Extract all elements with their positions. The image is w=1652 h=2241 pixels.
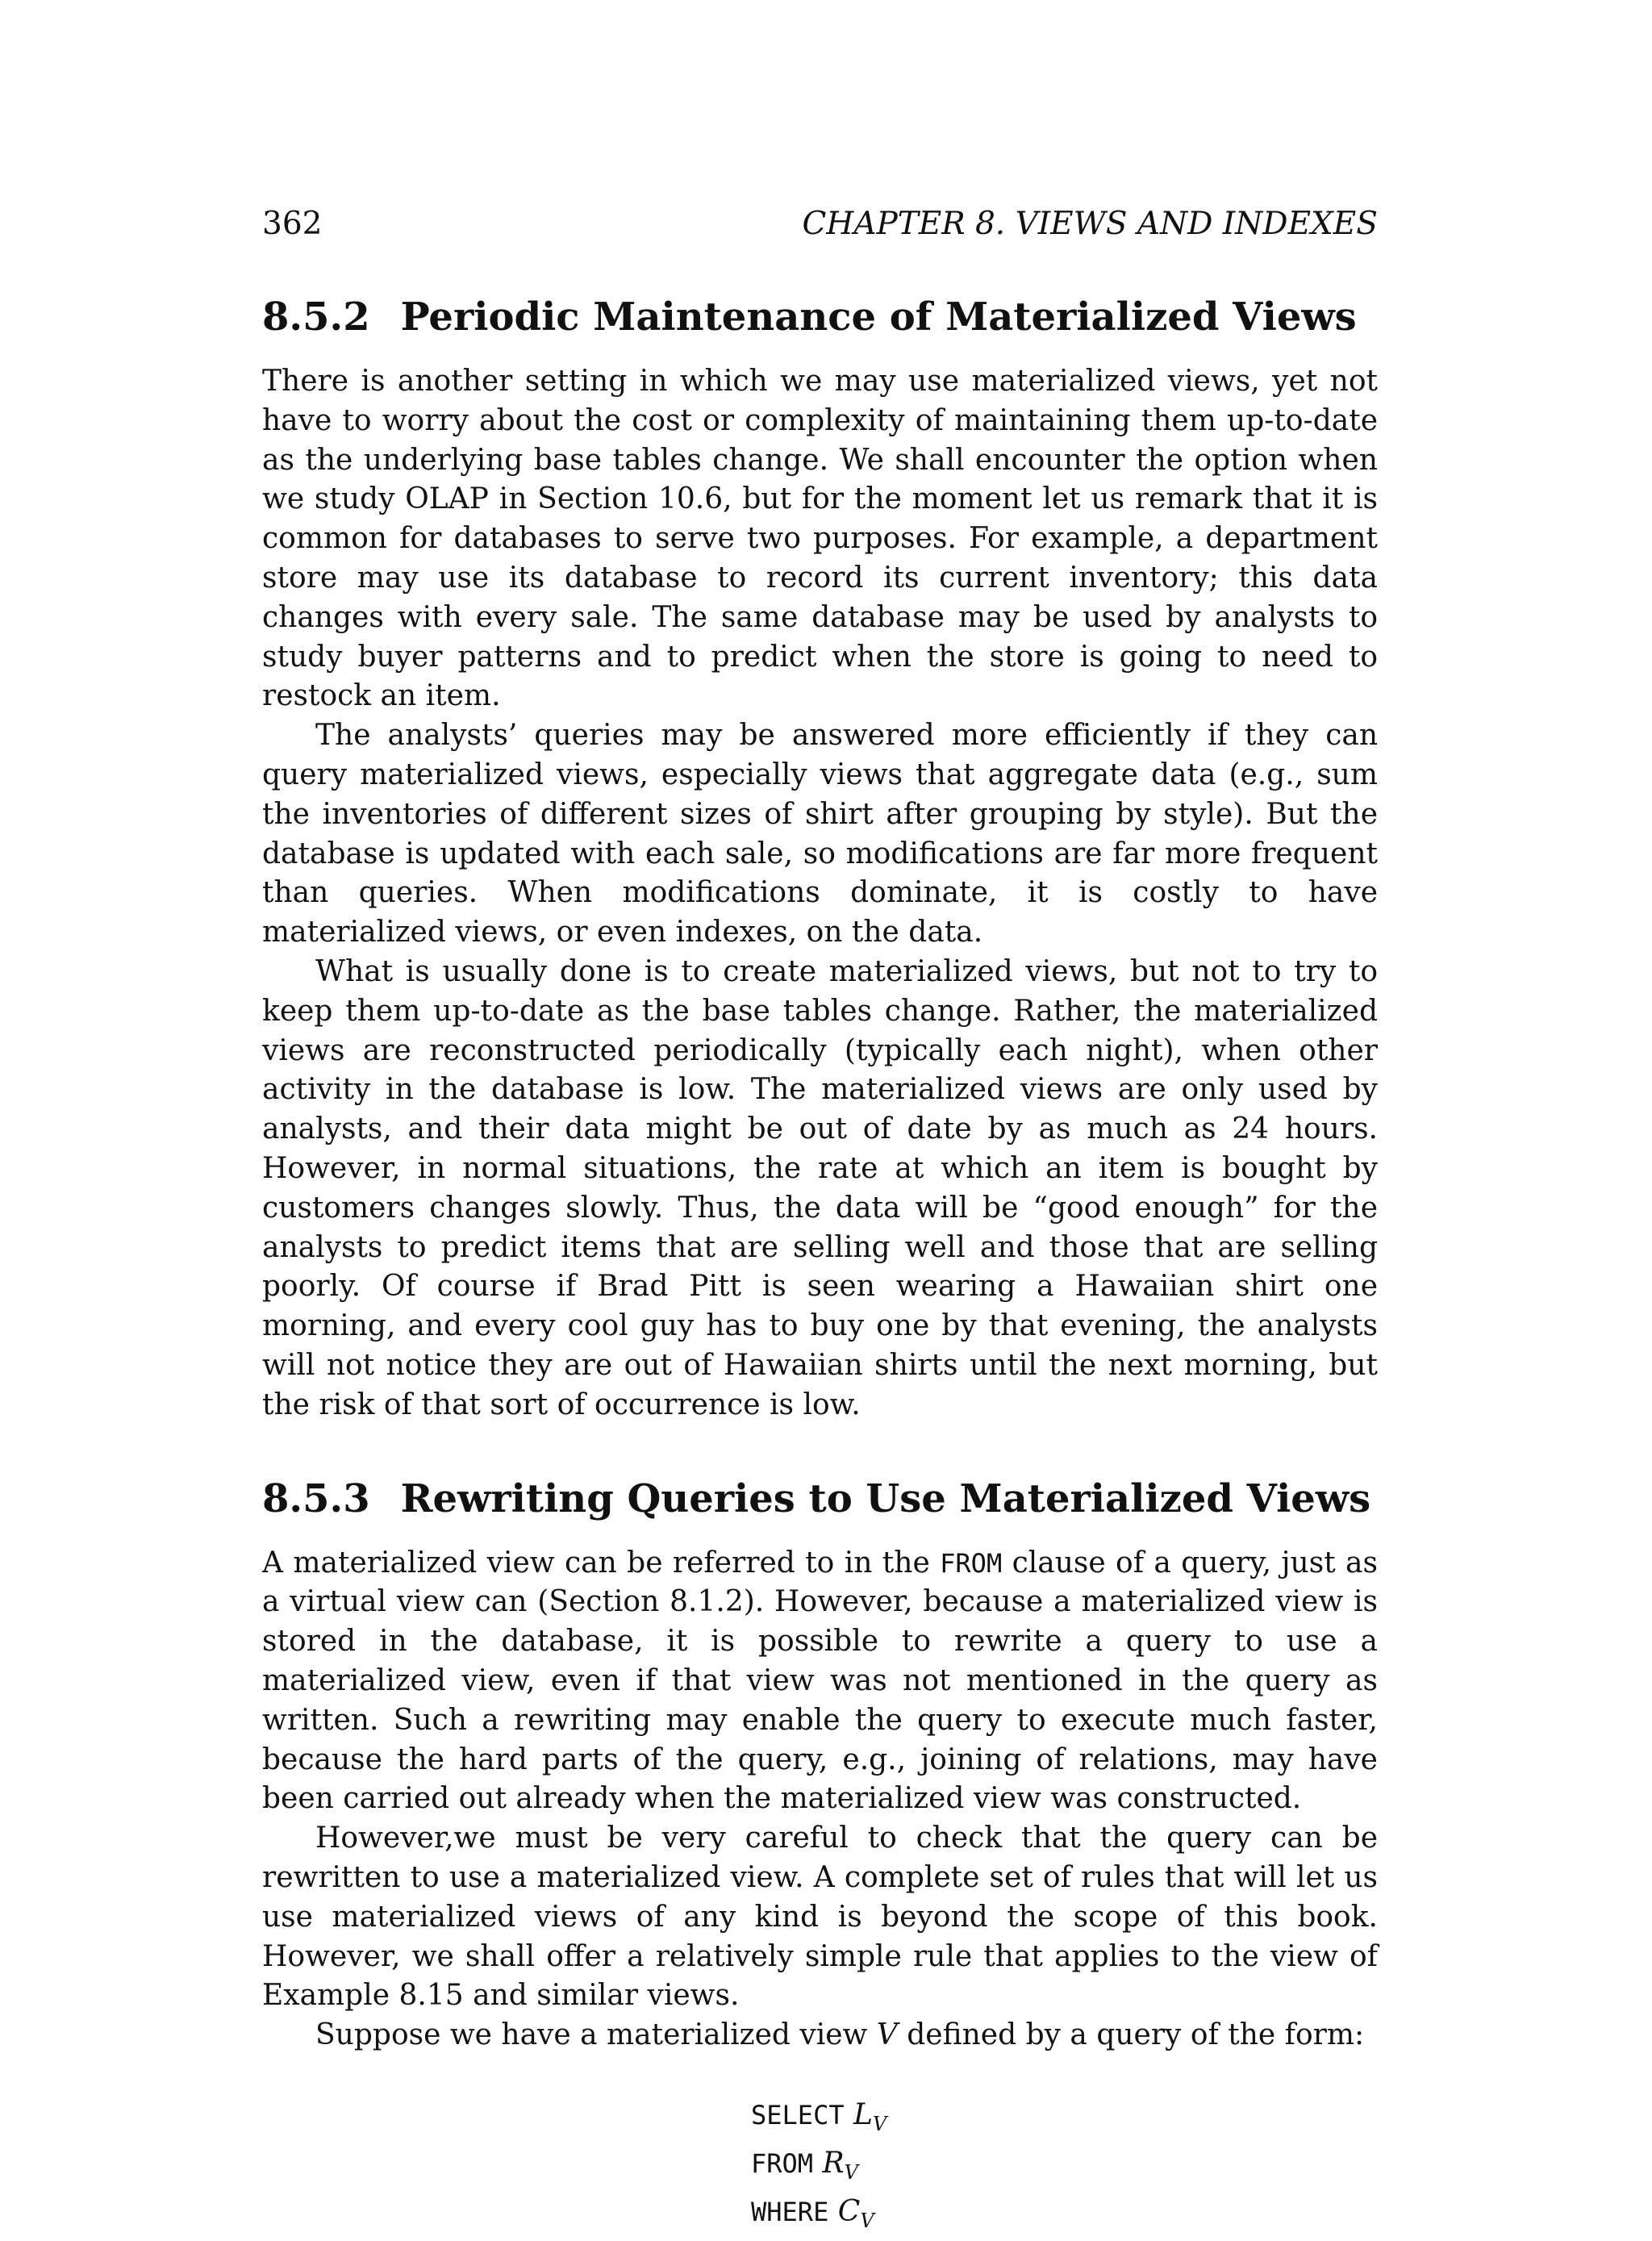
math-variable: R — [822, 2147, 845, 2180]
subscript: V — [844, 2161, 858, 2185]
text: Suppose we have a materialized view — [315, 2018, 877, 2052]
paragraph — [262, 1544, 1378, 1820]
section-title: Rewriting Queries to Use Materialized Views — [400, 1475, 1371, 1521]
sql-keyword: FROM — [751, 2148, 814, 2180]
paragraph: There is another setting in which we may use materialized views, yet not have to worry about the cost or complexity of maintaining them up-to-date as the underlying base tables change. We shall encounter the option when we study OLAP in Section 10.6, but for the moment let us remark that it is common for databases to serve two purposes. For example, a department store may use its database to record its current inventory; this data changes with every sale. The same database may be used by analysts to study buyer patterns and to predict when the store is going to need to restock an item. — [262, 364, 1378, 713]
paragraph: What is usually done is to create materialized views, but not to try to keep them up-to-date as the base tables change. Rather, the materialized views are reconstructed periodically (typically each night), when other activity in the database is low. The materialized views are only used by analysts, and their data might be out of date by as much as 24 hours. However, in normal situations, the rate at which an item is bought by customers changes slowly. Thus, the data will be “good enough” for the analysts to predict items that are selling well and those that are selling poorly. Of course if Brad Pitt is seen wearing a Hawaiian shirt one morning, and every cool guy has to buy one by that evening, the analysts will not notice they are out of Hawaiian shirts until the next morning, but the risk of that sort of occurrence is low. — [262, 954, 1378, 1421]
section-8-5-2 — [262, 295, 1378, 1425]
subscript: V — [872, 2113, 887, 2136]
math-variable: C — [837, 2195, 861, 2229]
section-number: 8.5.3 — [262, 1475, 370, 1521]
query-line-where — [751, 2193, 1378, 2241]
math-variable: V — [876, 2018, 898, 2052]
sql-keyword: FROM — [940, 1547, 1003, 1579]
text: clause of a query, just as a virtual view can (Section 8.1.2). However, because a materialized view is stored in the database, it is possible to rewrite a query to use a materialized view, even if that view was not mentioned in the query as written. Such a rewriting may enable the query to execute much faster, because the hard parts of the query, e.g., joining of relations, may have been carried out already when the materialized view was constructed. — [262, 1546, 1378, 1816]
page — [262, 206, 1378, 2241]
paragraph — [262, 2016, 1378, 2055]
section-number: 8.5.2 — [262, 294, 370, 340]
query-line-from — [751, 2144, 1378, 2193]
chapter-title: CHAPTER 8. VIEWS AND INDEXES — [802, 206, 1378, 242]
section-title: Periodic Maintenance of Materialized Views — [400, 294, 1357, 340]
query-line-select — [751, 2096, 1378, 2144]
section-8-5-3 — [262, 1477, 1378, 2056]
subscript: V — [860, 2210, 874, 2233]
sql-query-block — [262, 2096, 1378, 2241]
paragraph: The analysts’ queries may be answered more efficiently if they can query materialized views, especially views that aggregate data (e.g., sum the inventories of different sizes of shirt after grouping by style). But the database is updated with each sale, so modifications are far more frequent than queries. When modifications dominate, it is costly to have materialized views, or even indexes, on the data. — [262, 719, 1378, 949]
math-variable: L — [853, 2098, 873, 2132]
text: defined by a query of the form: — [897, 2018, 1365, 2052]
page-number: 362 — [262, 206, 323, 242]
section-heading — [262, 295, 1378, 340]
paragraph: However,we must be very careful to check that the query can be rewritten to use a materialized view. A complete set of rules that will let us use materialized views of any kind is beyond the scope of this book. However, we shall offer a relatively simple rule that applies to the view of Example 8.15 and similar views. — [262, 1822, 1378, 2013]
text: A materialized view can be referred to in the — [262, 1546, 941, 1580]
running-head — [262, 206, 1378, 244]
sql-keyword: SELECT — [751, 2100, 845, 2131]
section-heading — [262, 1477, 1378, 1521]
sql-keyword: WHERE — [751, 2197, 829, 2228]
